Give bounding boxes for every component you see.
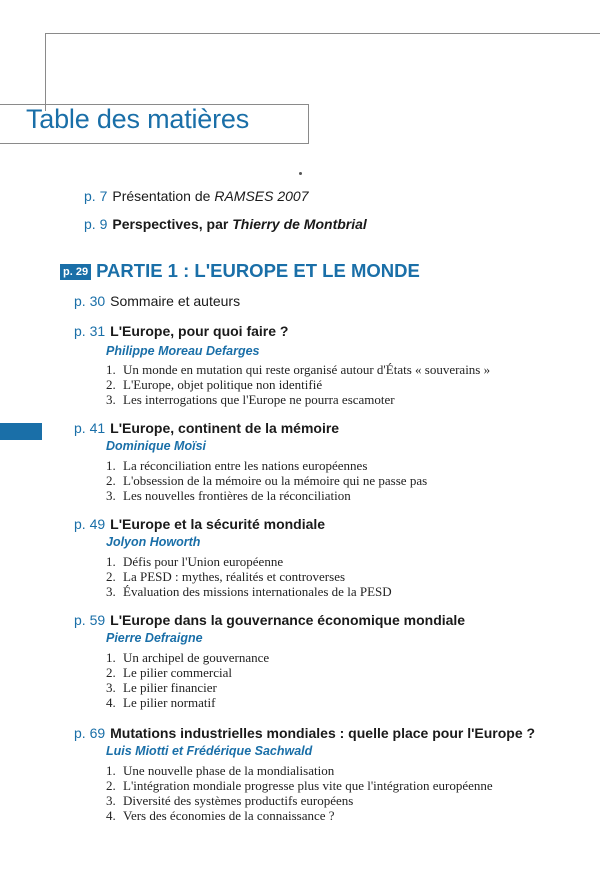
- page-number: p. 30: [74, 293, 106, 309]
- list-item: 1. Défis pour l'Union européenne: [106, 554, 284, 569]
- list-item: 1. Un archipel de gouvernance: [106, 650, 270, 665]
- entry-text-italic: RAMSES 2007: [214, 188, 309, 204]
- section-title: L'Europe et la sécurité mondiale: [110, 516, 326, 532]
- list-item: 1. La réconciliation entre les nations européennes: [106, 458, 368, 473]
- section-title: L'Europe dans la gouvernance économique mondiale: [110, 612, 466, 628]
- list-item: 3. Évaluation des missions internationales de la PESD: [106, 584, 392, 599]
- section-items: [106, 650, 269, 710]
- toc-section-5[interactable]: [74, 725, 535, 741]
- toc-entry-presentation[interactable]: [84, 188, 309, 204]
- section-author: Pierre Defraigne: [106, 631, 203, 645]
- print-speck: [299, 172, 302, 175]
- toc-section-1[interactable]: [74, 323, 288, 339]
- section-author: Jolyon Howorth: [106, 535, 201, 549]
- page-number: p. 31: [74, 323, 106, 339]
- list-item: 2. La PESD : mythes, réalités et controverses: [106, 569, 346, 584]
- list-item: 3. Le pilier financier: [106, 680, 217, 695]
- toc-section-2[interactable]: [74, 420, 339, 436]
- list-item: 2. Le pilier commercial: [106, 665, 233, 680]
- page-title: Table des matières: [26, 104, 250, 134]
- section-title: L'Europe, continent de la mémoire: [110, 420, 340, 436]
- top-rule: [46, 33, 600, 34]
- list-item: 2. L'intégration mondiale progresse plus vite que l'intégration européenne: [106, 778, 493, 793]
- list-item: 2. L'Europe, objet politique non identifié: [106, 377, 323, 392]
- section-author: Philippe Moreau Defarges: [106, 344, 260, 358]
- page-number: p. 49: [74, 516, 106, 532]
- section-title: L'Europe, pour quoi faire ?: [110, 323, 289, 339]
- section-items: [106, 763, 493, 823]
- list-item: 4. Vers des économies de la connaissance ?: [106, 808, 335, 823]
- list-item: 4. Le pilier normatif: [106, 695, 216, 710]
- left-rule: [45, 33, 46, 111]
- section-title: Mutations industrielles mondiales : quelle place pour l'Europe ?: [110, 725, 536, 741]
- section-items: [106, 554, 392, 599]
- entry-text: Perspectives, par: [112, 216, 233, 232]
- section-items: [106, 362, 490, 407]
- list-item: 3. Diversité des systèmes productifs européens: [106, 793, 354, 808]
- list-item: 3. Les interrogations que l'Europe ne pourra escamoter: [106, 392, 395, 407]
- page-number: p. 7: [84, 188, 108, 204]
- section-author: Dominique Moïsi: [106, 439, 206, 453]
- entry-text: Présentation de: [112, 188, 215, 204]
- toc-entry-sommaire[interactable]: [74, 293, 240, 309]
- section-author: Luis Miotti et Frédérique Sachwald: [106, 744, 313, 758]
- list-item: 1. Une nouvelle phase de la mondialisation: [106, 763, 335, 778]
- page-number: p. 59: [74, 612, 106, 628]
- side-tab-marker: [0, 423, 42, 440]
- list-item: 3. Les nouvelles frontières de la réconciliation: [106, 488, 351, 503]
- part-title: PARTIE 1 : L'EUROPE ET LE MONDE: [96, 260, 420, 281]
- section-items: [106, 458, 427, 503]
- toc-section-3[interactable]: [74, 516, 325, 532]
- list-item: 1. Un monde en mutation qui reste organisé autour d'États « souverains »: [106, 362, 491, 377]
- page-number: p. 9: [84, 216, 108, 232]
- toc-section-4[interactable]: [74, 612, 465, 628]
- part-heading[interactable]: [60, 260, 420, 282]
- part-page-badge: p. 29: [60, 264, 91, 280]
- entry-text-italic: Thierry de Montbrial: [232, 216, 367, 232]
- toc-entry-perspectives[interactable]: [84, 216, 367, 232]
- entry-text: Sommaire et auteurs: [110, 293, 241, 309]
- list-item: 2. L'obsession de la mémoire ou la mémoire qui ne passe pas: [106, 473, 428, 488]
- page-number: p. 69: [74, 725, 106, 741]
- page-number: p. 41: [74, 420, 106, 436]
